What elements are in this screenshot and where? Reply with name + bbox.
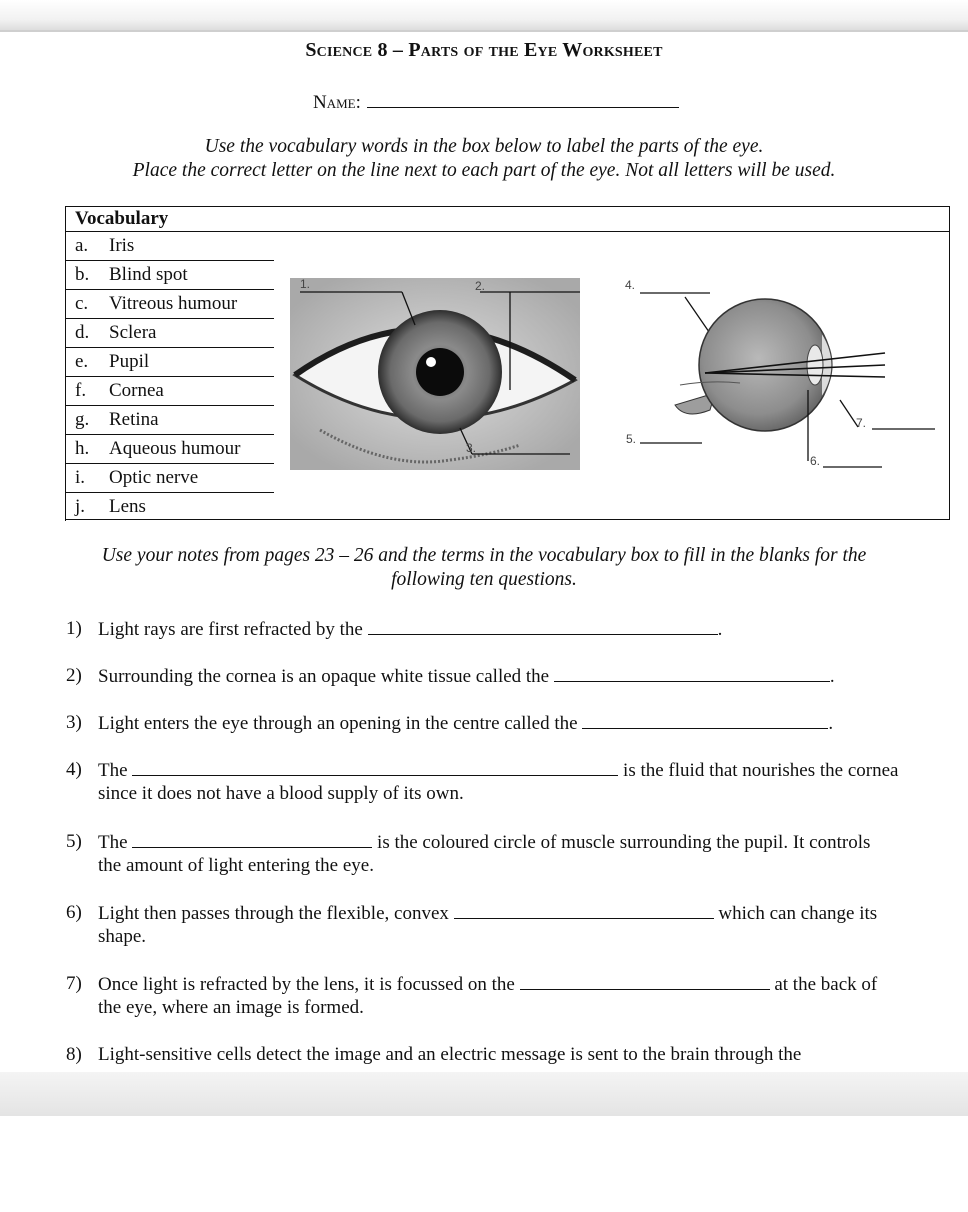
question-text-end: is the coloured circle of muscle surrounding the pupil. It controls (377, 832, 871, 853)
vocab-item (66, 232, 274, 261)
name-label: Name: (313, 92, 361, 113)
vocab-word: Cornea (109, 380, 164, 401)
question-text-end: . (828, 713, 834, 734)
vocab-letter: f. (75, 380, 87, 401)
vocab-word: Aqueous humour (109, 438, 241, 459)
answer-blank[interactable] (132, 758, 618, 776)
question-number: 5) (66, 831, 82, 852)
top-divider (0, 30, 968, 32)
answer-blank[interactable] (454, 901, 714, 919)
vocab-letter: c. (75, 293, 89, 314)
answer-blank[interactable] (582, 711, 828, 729)
question-text: The (98, 832, 128, 853)
vocab-item (66, 377, 274, 406)
vocab-word: Blind spot (109, 264, 188, 285)
question-text: Surrounding the cornea is an opaque white tissue called the (98, 666, 550, 687)
vocab-letter: a. (75, 235, 89, 256)
question-text-end: . (829, 666, 835, 687)
vocab-letter: e. (75, 351, 89, 372)
vocab-item (66, 435, 274, 464)
vocab-item (66, 348, 274, 377)
diagram-label: 5. (626, 432, 637, 446)
vocab-word: Vitreous humour (109, 293, 238, 314)
answer-blank[interactable] (554, 664, 830, 682)
instruction-line-1: Use the vocabulary words in the box below to label the parts of the eye. (204, 136, 764, 157)
diagram-label: 3. (466, 441, 477, 455)
diagram-label: 7. (856, 416, 867, 430)
question-number: 8) (66, 1044, 82, 1065)
name-input-line[interactable] (367, 89, 679, 108)
lens-shape (807, 345, 823, 385)
question-text-end: which can change its (718, 903, 878, 924)
pupil-highlight (426, 357, 436, 367)
question-text: Light enters the eye through an opening in the centre called the (98, 713, 578, 734)
answer-blank[interactable] (132, 830, 372, 848)
pupil-shape (416, 348, 464, 396)
diagram-label: 6. (810, 454, 821, 468)
vocab-item (66, 290, 274, 319)
vocabulary-header-label: Vocabulary (75, 208, 169, 229)
question-text: The (98, 760, 128, 781)
vocab-item (66, 261, 274, 290)
question-number: 4) (66, 759, 82, 780)
cross-section-eye-diagram (590, 265, 940, 475)
vocab-letter: d. (75, 322, 90, 343)
question-number: 1) (66, 618, 82, 639)
diagram-label: 2. (475, 279, 486, 293)
notes-instruction-line-2: following ten questions. (391, 569, 577, 590)
vocab-letter: h. (75, 438, 90, 459)
vocabulary-header (66, 207, 949, 232)
window-bottom-shadow (0, 1072, 968, 1116)
question-number: 2) (66, 665, 82, 686)
vocab-word: Retina (109, 409, 159, 430)
vocab-word: Lens (109, 496, 146, 517)
question-text: Light rays are first refracted by the (98, 619, 363, 640)
vocab-word: Iris (109, 235, 135, 256)
question-number: 3) (66, 712, 82, 733)
question-text: Light-sensitive cells detect the image and an electric message is sent to the brain through the (98, 1044, 802, 1065)
window-top-shadow (0, 0, 968, 32)
question-number: 7) (66, 973, 82, 994)
front-eye-illustration (290, 270, 590, 470)
answer-blank[interactable] (368, 617, 718, 635)
question-number: 6) (66, 902, 82, 923)
vocab-letter: j. (75, 496, 86, 517)
question-text-end: at the back of (774, 974, 878, 995)
vocab-item (66, 406, 274, 435)
question-text: Light then passes through the flexible, convex (98, 903, 449, 924)
vocab-item (66, 464, 274, 493)
vocab-letter: b. (75, 264, 90, 285)
vocab-word: Pupil (109, 351, 150, 372)
vocab-word: Optic nerve (109, 467, 199, 488)
question-text-continued: since it does not have a blood supply of its own. (98, 783, 464, 804)
diagram-label: 4. (625, 278, 636, 292)
name-field (313, 89, 679, 114)
question-text-continued: shape. (98, 926, 147, 947)
question-text-end: . (717, 619, 723, 640)
notes-instruction-line-1: Use your notes from pages 23 – 26 and the terms in the vocabulary box to fill in the blanks for the (101, 545, 867, 566)
vocab-item (66, 319, 274, 348)
answer-blank[interactable] (520, 972, 770, 990)
instruction-line-2: Place the correct letter on the line next to each part of the eye. Not all letters will be used. (132, 160, 836, 181)
vocab-letter: i. (75, 467, 86, 488)
diagram-label: 1. (300, 277, 311, 291)
vocab-letter: g. (75, 409, 90, 430)
question-text-continued: the amount of light entering the eye. (98, 855, 374, 876)
question-text-end: is the fluid that nourishes the cornea (623, 760, 899, 781)
question-text-continued: the eye, where an image is formed. (98, 997, 364, 1018)
page-title: Science 8 – Parts of the Eye Worksheet (305, 39, 663, 61)
vocab-item (65, 493, 274, 521)
question-text: Once light is refracted by the lens, it is focussed on the (98, 974, 515, 995)
vocab-word: Sclera (109, 322, 157, 343)
